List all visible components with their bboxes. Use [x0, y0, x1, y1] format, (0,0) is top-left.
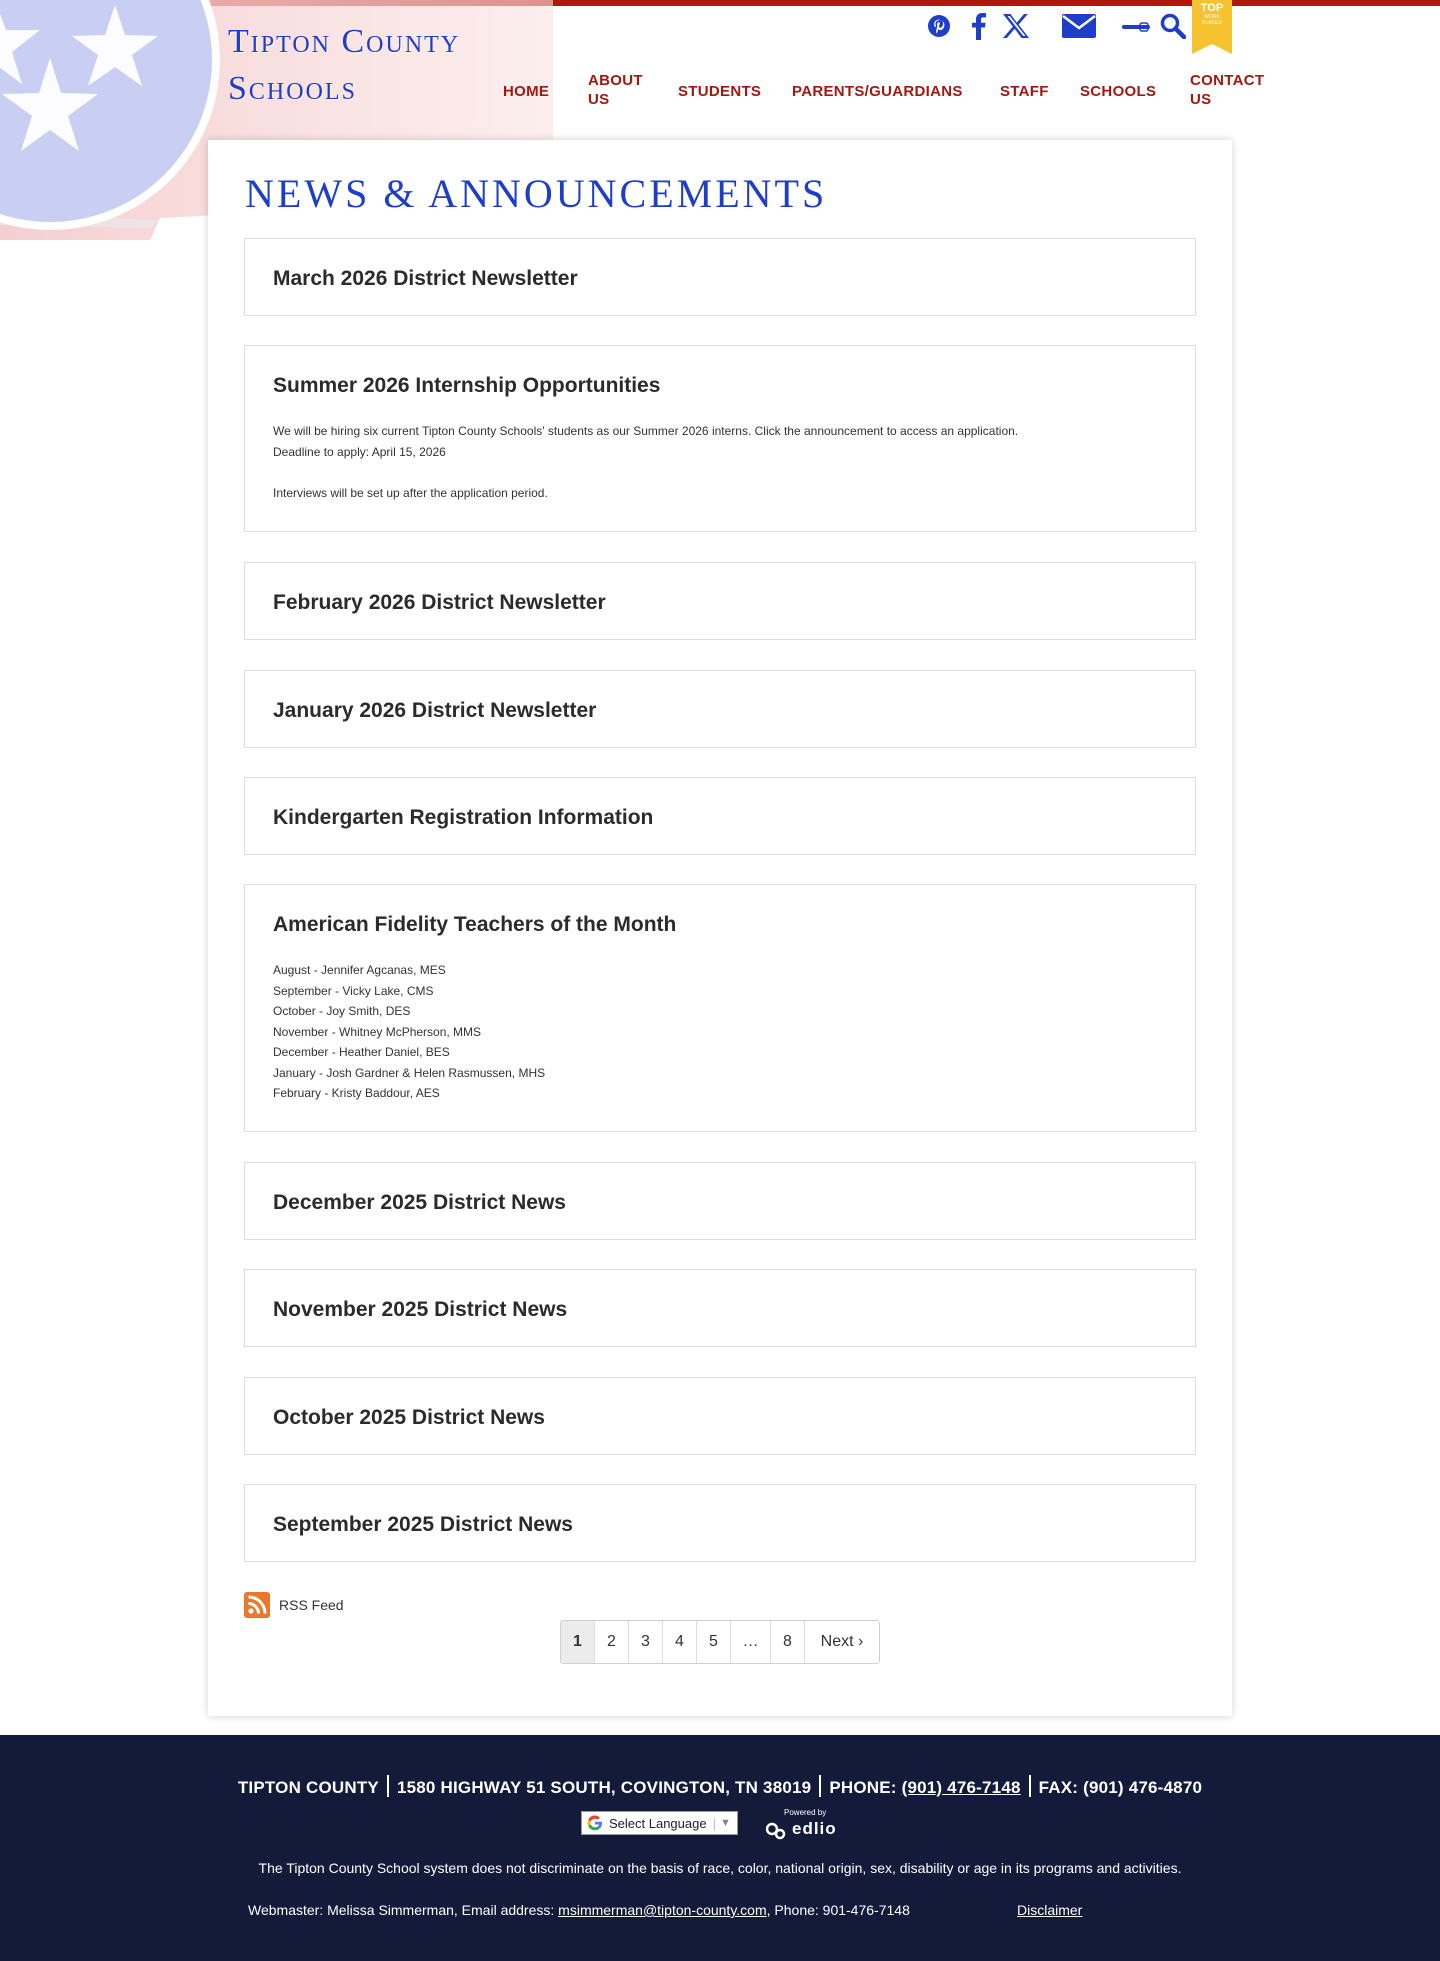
- rss-feed-link[interactable]: [244, 1592, 344, 1618]
- news-item-body: [273, 960, 545, 1104]
- body-line: February - Kristy Baddour, AES: [273, 1086, 440, 1100]
- body-line: January - Josh Gardner & Helen Rasmussen, MHS: [273, 1065, 546, 1080]
- news-item[interactable]: [244, 238, 1196, 316]
- nav-home[interactable]: HOME: [503, 83, 550, 100]
- news-item-title[interactable]: February 2026 District Newsletter: [273, 591, 606, 614]
- page-2[interactable]: 2: [595, 1621, 629, 1663]
- nav-schools[interactable]: SCHOOLS: [1080, 83, 1157, 100]
- body-line: Deadline to apply: April 15, 2026: [273, 444, 446, 459]
- x-icon[interactable]: [1002, 13, 1030, 39]
- page-3[interactable]: 3: [629, 1621, 663, 1663]
- news-item[interactable]: [244, 1377, 1196, 1455]
- news-item[interactable]: [244, 777, 1196, 855]
- facebook-icon[interactable]: [968, 12, 988, 40]
- search-icon[interactable]: [1160, 13, 1186, 39]
- pagination: [560, 1620, 880, 1664]
- site-footer: [0, 1735, 1440, 1961]
- link-icon[interactable]: [1122, 21, 1150, 33]
- nav-parents-guardians[interactable]: PARENTS/GUARDIANS: [792, 83, 963, 100]
- body-line: September - Vicky Lake, CMS: [273, 983, 434, 998]
- rss-icon: [244, 1592, 270, 1618]
- footer-address-line: [0, 1775, 1440, 1798]
- nav-about-line1: ABOUT: [588, 72, 643, 89]
- webmaster-email-link[interactable]: msimmerman@tipton-county.com: [558, 1902, 767, 1918]
- page-1[interactable]: 1: [561, 1621, 595, 1663]
- main-nav: [0, 66, 1440, 116]
- footer-phone-link[interactable]: (901) 476-7148: [901, 1778, 1021, 1797]
- webmaster-text: Webmaster: Melissa Simmerman, Email address:: [248, 1902, 555, 1918]
- nav-about-line2: US: [588, 91, 610, 108]
- pinterest-icon[interactable]: [927, 14, 951, 38]
- edlio-wordmark: edlio: [792, 1819, 837, 1838]
- nav-contact-line1: CONTACT: [1190, 72, 1265, 89]
- news-item-title[interactable]: Summer 2026 Internship Opportunities: [273, 374, 661, 397]
- body-line: August - Jennifer Agcanas, MES: [273, 963, 446, 977]
- next-page-button[interactable]: Next ›: [805, 1621, 879, 1663]
- news-item[interactable]: [244, 1269, 1196, 1347]
- edlio-logo[interactable]: [766, 1808, 856, 1842]
- nav-about-us[interactable]: [588, 71, 643, 109]
- nav-students[interactable]: STUDENTS: [678, 83, 762, 100]
- news-item-title[interactable]: September 2025 District News: [273, 1513, 573, 1536]
- badge-text: TOP: [1200, 2, 1224, 14]
- page-8[interactable]: 8: [771, 1621, 805, 1663]
- news-item-title[interactable]: October 2025 District News: [273, 1406, 545, 1429]
- logo-line-1: Tipton County: [228, 23, 461, 60]
- nav-staff[interactable]: STAFF: [1000, 83, 1049, 100]
- body-line: November - Whitney McPherson, MMS: [273, 1024, 482, 1039]
- body-line: We will be hiring six current Tipton County Schools' students as our Summer 2026 interns. Click the announcement to access an application.: [273, 424, 1019, 438]
- news-item-title[interactable]: January 2026 District Newsletter: [273, 699, 597, 722]
- main-content-panel: [208, 140, 1232, 1716]
- news-item[interactable]: [244, 670, 1196, 748]
- email-icon[interactable]: [1062, 14, 1096, 38]
- divider: [819, 1775, 821, 1797]
- news-item-title[interactable]: March 2026 District Newsletter: [273, 267, 578, 290]
- dropdown-divider: |: [712, 1815, 716, 1831]
- divider: [1029, 1775, 1031, 1797]
- edlio-mark-icon: [766, 1822, 788, 1840]
- nondiscrimination-statement: The Tipton County School system does not discriminate on the basis of race, color, national origin, sex, disability or age in its programs and activities.: [258, 1860, 1182, 1876]
- news-item[interactable]: [244, 345, 1196, 532]
- google-icon: [587, 1815, 603, 1831]
- language-select[interactable]: [581, 1811, 738, 1835]
- news-item[interactable]: [244, 562, 1196, 640]
- chevron-down-icon: ▼: [719, 1817, 731, 1829]
- language-select-label: Select Language: [609, 1815, 707, 1831]
- body-line: December - Heather Daniel, BES: [273, 1045, 450, 1059]
- page-5[interactable]: 5: [697, 1621, 731, 1663]
- news-item-body: [273, 421, 1018, 503]
- news-item-title[interactable]: American Fidelity Teachers of the Month: [273, 913, 677, 936]
- footer-phone-label: PHONE:: [829, 1778, 897, 1797]
- nav-contact-line2: US: [1190, 91, 1212, 108]
- news-item-title[interactable]: Kindergarten Registration Information: [273, 806, 654, 829]
- page-title: NEWS & ANNOUNCEMENTS: [245, 171, 828, 216]
- webmaster-phone: , Phone: 901-476-7148: [766, 1902, 910, 1918]
- powered-by-label: Powered by: [784, 1808, 827, 1817]
- body-line: October - Joy Smith, DES: [273, 1004, 411, 1018]
- news-item-title[interactable]: December 2025 District News: [273, 1191, 566, 1214]
- news-item-title[interactable]: November 2025 District News: [273, 1298, 568, 1321]
- footer-address: 1580 HIGHWAY 51 SOUTH, COVINGTON, TN 38019: [396, 1778, 812, 1797]
- top-workplaces-badge[interactable]: [1192, 0, 1232, 54]
- news-item[interactable]: [244, 1162, 1196, 1240]
- divider: [387, 1775, 389, 1797]
- footer-county: TIPTON COUNTY: [237, 1778, 379, 1797]
- page-4[interactable]: 4: [663, 1621, 697, 1663]
- logo-line-2: Schools: [228, 70, 357, 107]
- news-item[interactable]: [244, 884, 1196, 1132]
- rss-label: RSS Feed: [279, 1597, 344, 1613]
- news-item[interactable]: [244, 1484, 1196, 1562]
- footer-fax: FAX: (901) 476-4870: [1038, 1778, 1203, 1797]
- body-line: Interviews will be set up after the application period.: [273, 485, 548, 500]
- page-ellipsis: …: [731, 1621, 771, 1663]
- nav-contact-us[interactable]: [1190, 71, 1264, 109]
- disclaimer-link[interactable]: Disclaimer: [1017, 1902, 1083, 1918]
- badge-subtext: WORK PLACES: [1202, 14, 1222, 26]
